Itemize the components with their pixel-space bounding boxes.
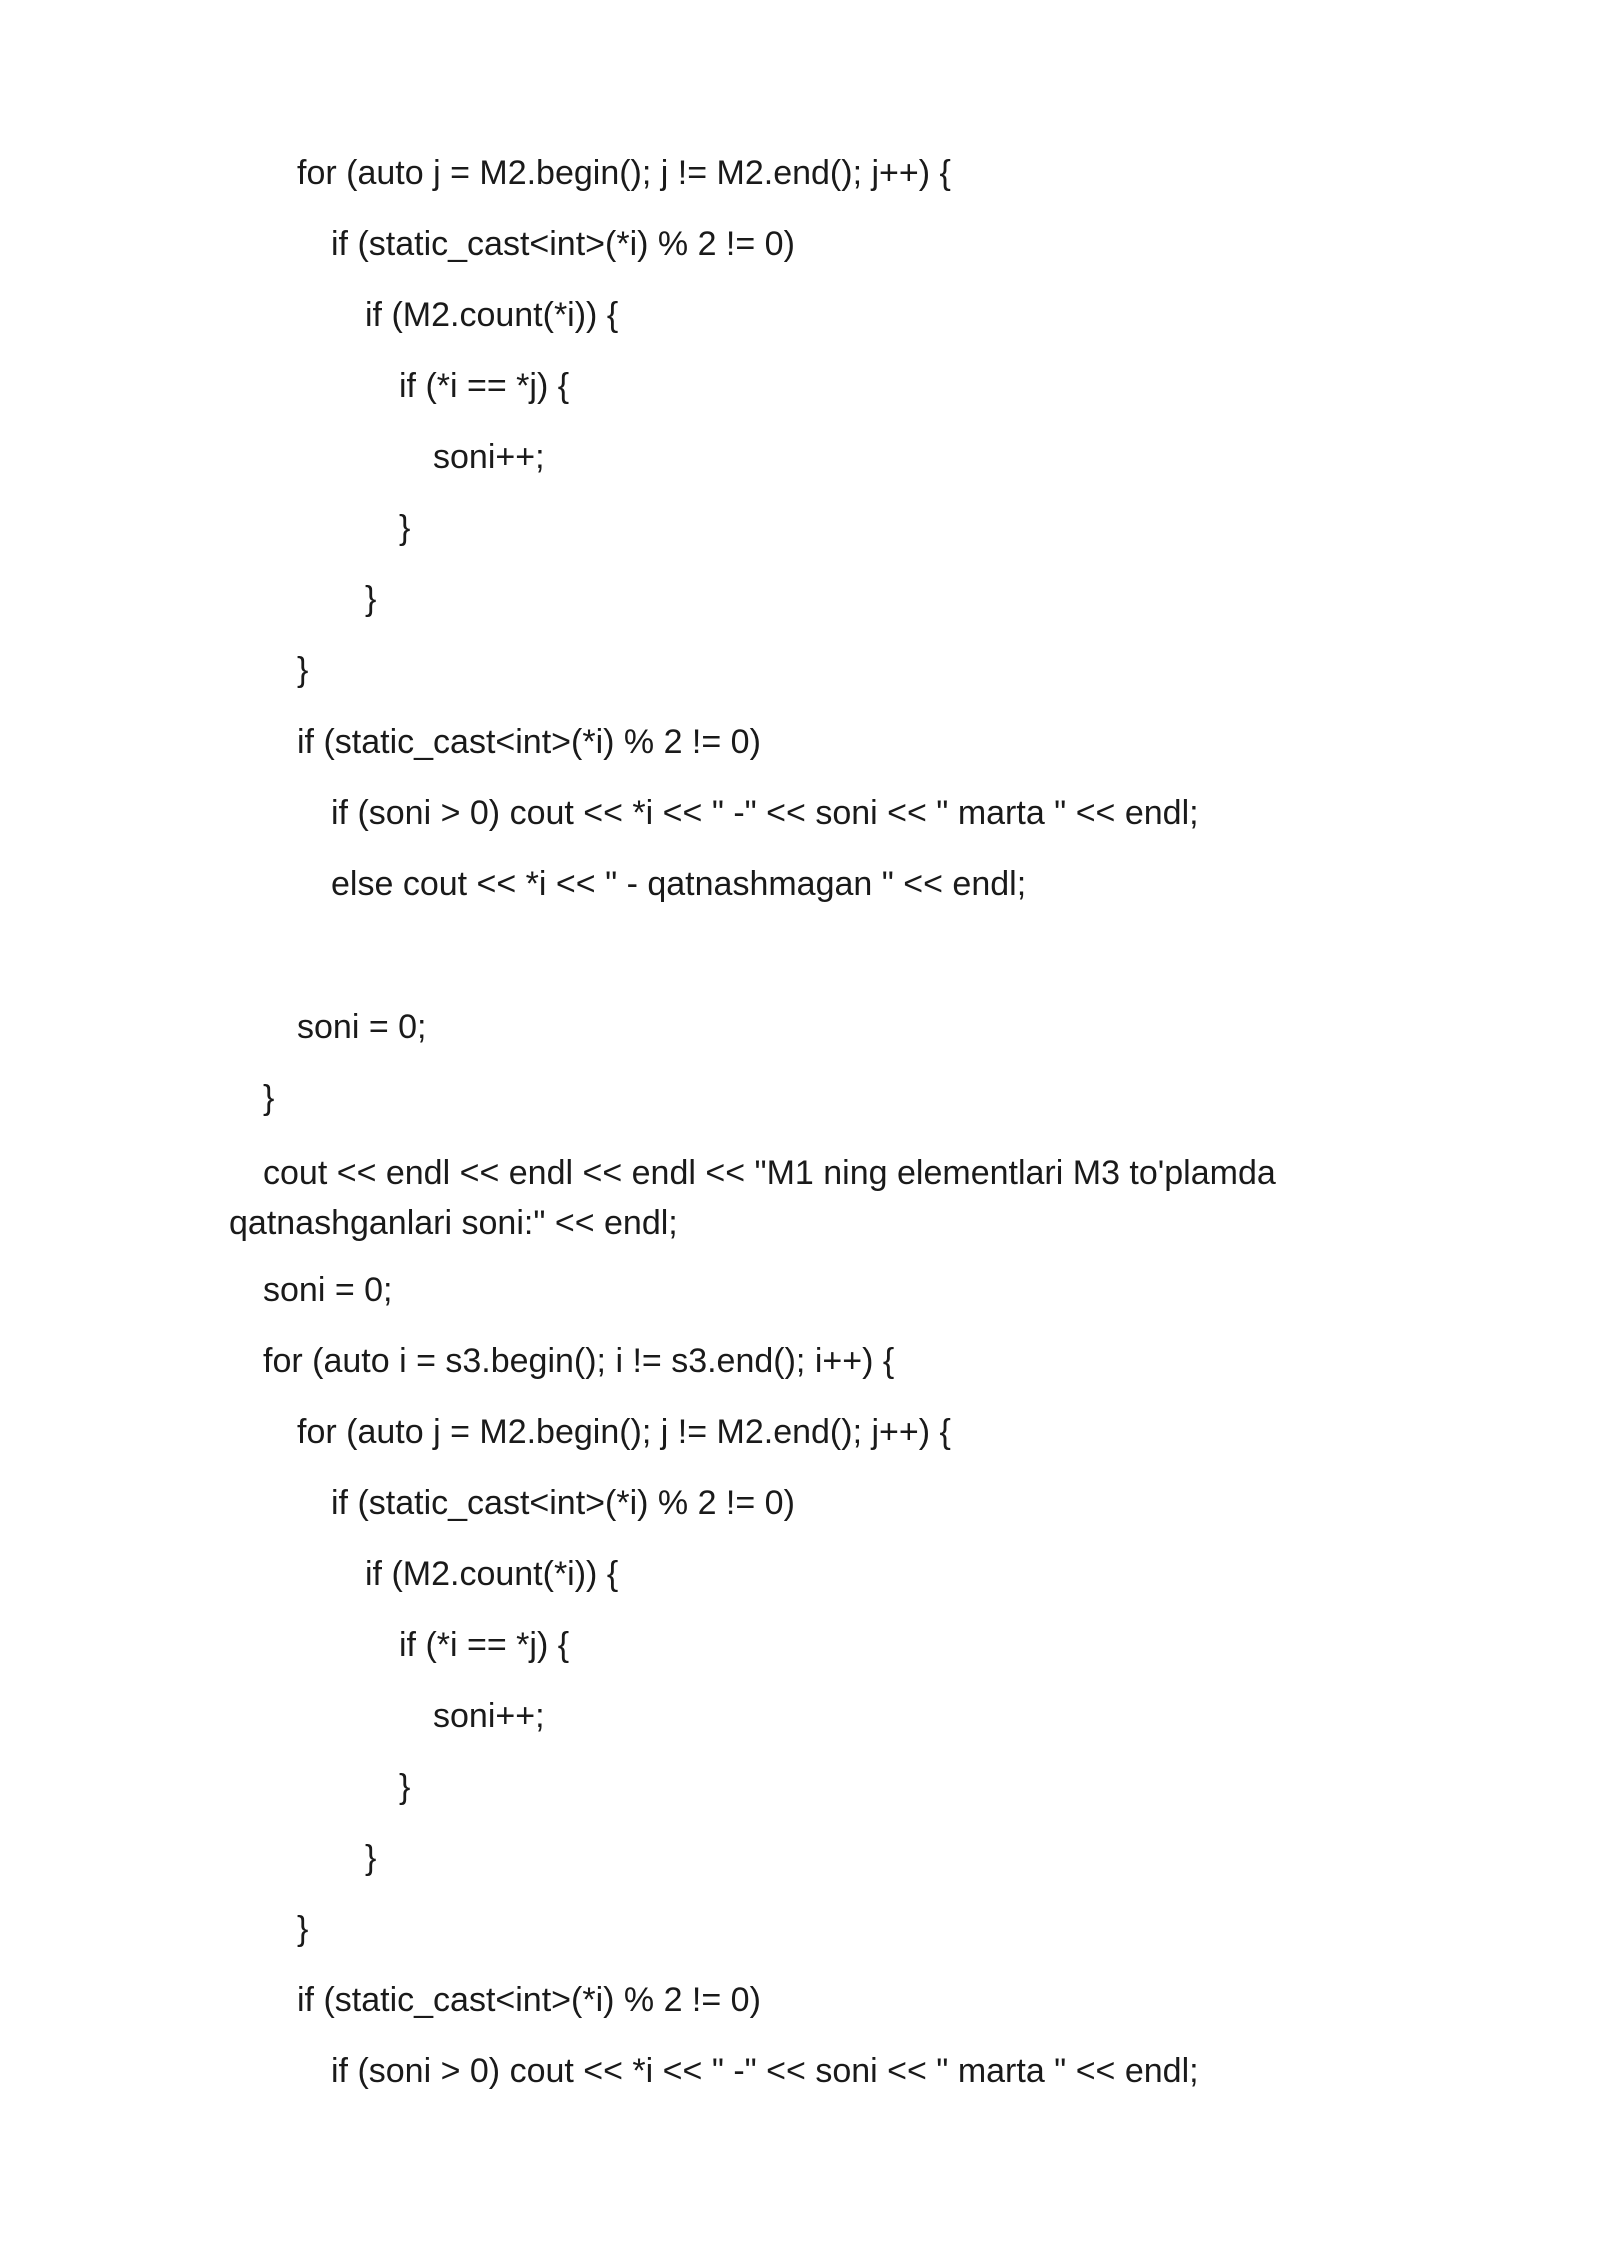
code-line: } [365, 580, 377, 618]
code-line: if (static_cast<int>(*i) % 2 != 0) [297, 1981, 761, 2019]
code-line: soni = 0; [297, 1008, 427, 1046]
code-line: if (*i == *j) { [399, 367, 570, 405]
code-line: if (M2.count(*i)) { [365, 296, 619, 334]
code-line: if (soni > 0) cout << *i << " -" << soni << " marta " << endl; [331, 794, 1199, 832]
code-line: for (auto i = s3.begin(); i != s3.end(); i++) { [263, 1342, 895, 1380]
code-line: soni = 0; [263, 1271, 393, 1309]
code-line: } [399, 509, 411, 547]
code-line: } [399, 1768, 411, 1806]
code-line: soni++; [433, 438, 545, 476]
code-line: if (soni > 0) cout << *i << " -" << soni << " marta " << endl; [331, 2052, 1199, 2090]
code-line: if (static_cast<int>(*i) % 2 != 0) [297, 723, 761, 761]
code-line: } [263, 1079, 275, 1117]
code-line: } [297, 1910, 309, 1948]
code-line: } [365, 1839, 377, 1877]
code-line: } [297, 651, 309, 689]
code-line-wrapped: cout << endl << endl << endl << "M1 ning elementlari M3 to'plamda qatnashganlari soni:" << endl; [229, 1154, 1276, 1242]
code-line: if (static_cast<int>(*i) % 2 != 0) [331, 1484, 795, 1522]
code-line: if (M2.count(*i)) { [365, 1555, 619, 1593]
code-line: for (auto j = M2.begin(); j != M2.end(); j++) { [297, 154, 951, 192]
code-line: if (*i == *j) { [399, 1626, 570, 1664]
code-line: for (auto j = M2.begin(); j != M2.end(); j++) { [297, 1413, 951, 1451]
code-line: soni++; [433, 1697, 545, 1735]
code-line: if (static_cast<int>(*i) % 2 != 0) [331, 225, 795, 263]
code-line: else cout << *i << " - qatnashmagan " << endl; [331, 865, 1027, 903]
